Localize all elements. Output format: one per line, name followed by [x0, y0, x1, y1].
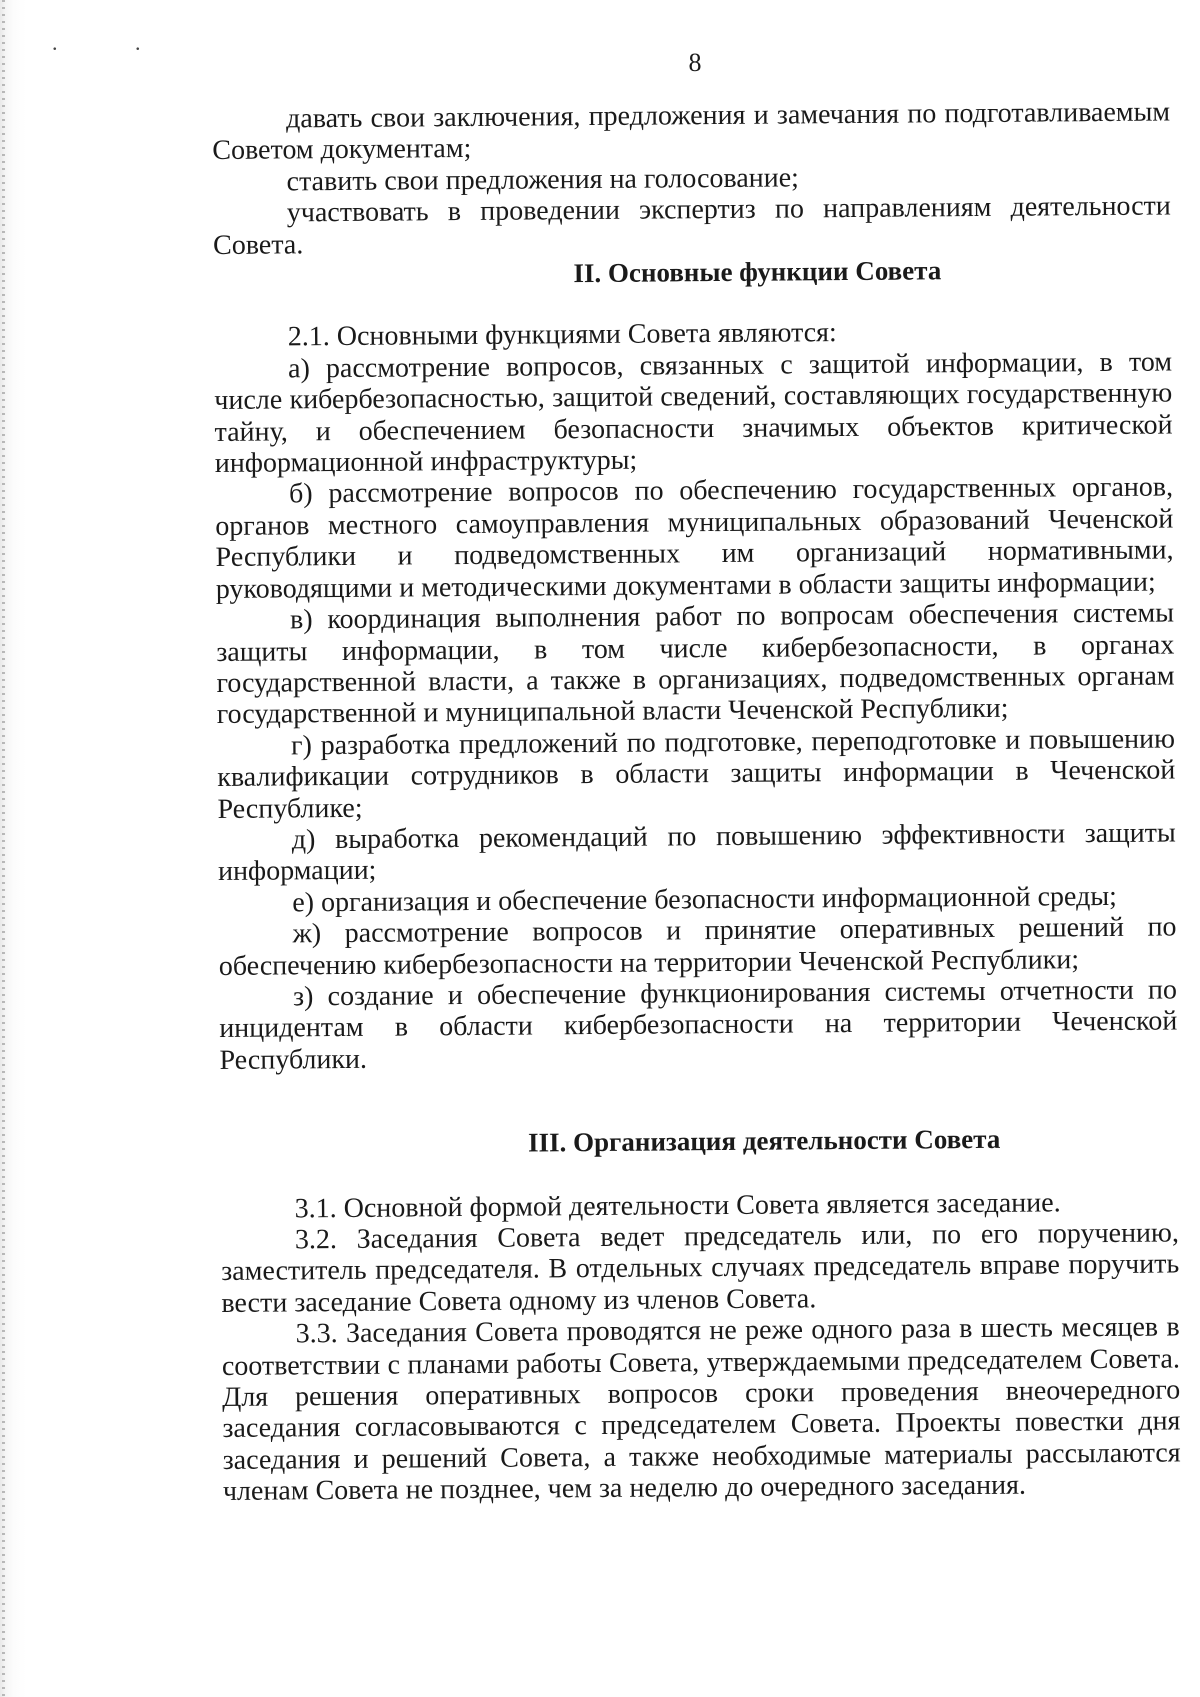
function-item: а) рассмотрение вопросов, связанных с защитой информации, в том числе кибербезопасностью, защитой сведений, составляющих государственную тайну, и обеспечением безопасности значимых объектов критической информационной инфраструктуры;: [214, 346, 1173, 480]
function-item: б) рассмотрение вопросов по обеспечению государственных органов, органов местного самоуправления муниципальных образований Чеченской Республики и подведомственных им организаций нормативными, руководящими и методическими документами в области защиты информации;: [215, 471, 1174, 605]
function-item: в) координация выполнения работ по вопросам обеспечения системы защиты информации, в том числе кибербезопасности, в органах государственной власти, а также в организациях, подведомственных органам государственной и муниципальной власти Чеченской Республики;: [216, 597, 1175, 731]
organization-item: 3.2. Заседания Совета ведет председатель или, по его поручению, заместитель председателя. В отдельных случаях председатель вправе поручить вести заседание Совета одному из членов Совета.: [221, 1217, 1180, 1319]
intro-item: давать свои заключения, предложения и замечания по подготавливаемым Советом документам;: [212, 96, 1171, 167]
intro-item: участвовать в проведении экспертиз по направлениям деятельности Совета.: [212, 190, 1171, 261]
organization-item: 3.3. Заседания Совета проводятся не реже одного раза в шесть месяцев в соответствии с планами работы Совета, утверждаемыми председателем Совета. Для решения оперативных вопросов сроки проведения внеочередного заседания согласовываются с председателем Совета. Проекты повестки дня заседания и решений Совета, а также необходимые материалы рассылаются членам Совета не позднее, чем за неделю до очередного заседания.: [221, 1311, 1181, 1508]
scan-margin-marks: . .: [52, 30, 177, 55]
organization-item: 3.1. Основной формой деятельности Совета является заседание.: [294, 1186, 1061, 1224]
intro-item: ставить свои предложения на голосование;: [286, 162, 800, 198]
scan-binding-edge: [0, 0, 26, 1697]
section-3-heading: III. Организация деятельности Совета: [527, 1124, 1001, 1158]
function-item: д) выработка рекомендаций по повышению эффективности защиты информации;: [217, 817, 1176, 888]
function-item: з) создание и обеспечение функционирования системы отчетности по инцидентам в области кибербезопасности на территории Чеченской Республики.: [219, 974, 1178, 1076]
function-item: е) организация и обеспечение безопасности информационной среды;: [292, 880, 1117, 919]
document-body: [212, 96, 1181, 1507]
function-item: г) разработка предложений по подготовке, переподготовке и повышению квалификации сотрудников в области защиты информации в Чеченской Республике;: [217, 723, 1176, 825]
section-2-heading: II. Основные функции Совета: [573, 255, 942, 289]
section-spacer: [220, 1069, 1178, 1131]
page-number: 8: [688, 48, 702, 77]
section-2-lead: 2.1. Основными функциями Совета являются:: [287, 317, 837, 353]
function-item: ж) рассмотрение вопросов и принятие оперативных решений по обеспечению кибербезопасности на территории Чеченской Республики;: [218, 911, 1177, 982]
